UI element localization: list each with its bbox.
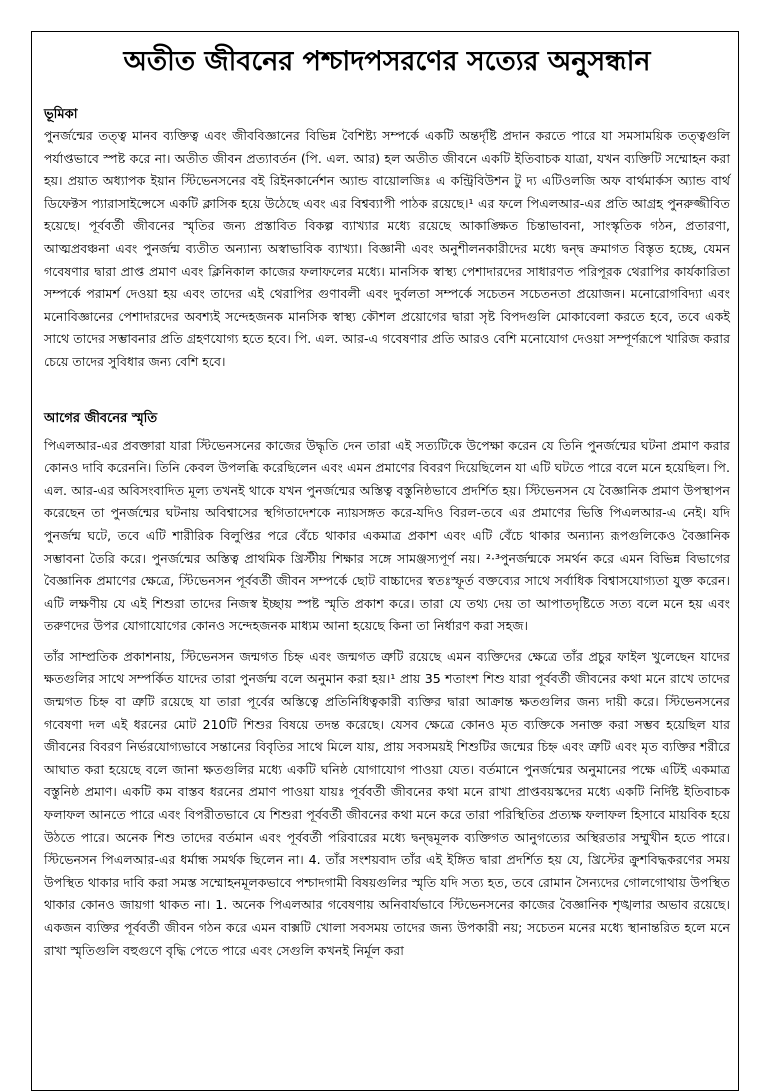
introduction-paragraph: পুনর্জন্মের তত্ত্ব মানব ব্যক্তিত্ব এবং জীববিজ্ঞানের বিভিন্ন বৈশিষ্ট্য সম্পর্কে একটি অন্তর্দৃষ্টি প্রদান করতে পারে যা সমসাময়িক তত্ত্বগুলি পর্যাপ্তভাবে স্পষ্ট করে না। অতীত জীবন প্রত্যাবর্তন (পি. এল. আর) হল অতীত জীবনে একটি ইতিবাচক যাত্রা, যখন ব্যক্তিটি সম্মোহন করা হয়। প্রয়াত অধ্যাপক ইয়ান স্টিভেনসনের বই রিইনকার্নেশন অ্যান্ড বায়োলজিঃ এ কন্ট্রিবিউশন টু দ্য এটিওলজি অফ বার্থমার্কস অ্যান্ড বার্থ ডিফেক্টস প্যারাসাইন্সেসে একটি ক্লাসিক হয়ে উঠেছে এবং এর বিশ্বব্যাপী পাঠক রয়েছে।¹ এর ফলে পিএলআর-এর প্রতি আগ্রহ পুনরুজ্জীবিত হয়েছে। পূর্ববর্তী জীবনের স্মৃতির জন্য প্রস্তাবিত বিকল্প ব্যাখ্যার মধ্যে রয়েছে আকাঙ্ক্ষিত চিন্তাভাবনা, সাংস্কৃতিক গঠন, প্রতারণা, আত্মপ্রবঞ্চনা এবং পুনর্জন্ম ব্যতীত অন্যান্য অস্বাভাবিক ব্যাখ্যা। বিজ্ঞানী এবং অনুশীলনকারীদের মধ্যে দ্বন্দ্ব ক্রমাগত বিস্তৃত হচ্ছে, যেমন গবেষণার দ্বারা প্রাপ্ত প্রমাণ এবং ক্লিনিকাল কাজের ফলাফলের মধ্যে। মানসিক স্বাস্থ্য পেশাদারদের সাধারণত পরিপূরক থেরাপির কার্যকারিতা সম্পর্কে পরামর্শ দেওয়া হয় এবং তাদের এই থেরাপির গুণাবলী এবং দুর্বলতা সম্পর্কে সচেতন সচেতনতা প্রয়োজন। মনোরোগবিদ্যা এবং মনোবিজ্ঞানের পেশাদারদের অবশ্যই সন্দেহজনক মানসিক স্বাস্থ্য কৌশল প্রয়োগের দ্বারা সৃষ্ট বিপদগুলি মোকাবেলা করতে হবে, তবে একই সাথে তাদের সম্ভাবনার প্রতি গ্রহণযোগ্য হতে হবে। পি. এল. আর-এ গবেষণার প্রতি আরও বেশি মনোযোগ দেওয়া সম্পূর্ণরূপে খারিজ করার চেয়ে তাদের সুবিধার জন্য বেশি হবে।	[44, 128, 730, 369]
past-life-memories-paragraph-1: পিএলআর-এর প্রবক্তারা যারা স্টিভেনসনের কাজের উদ্ধৃতি দেন তারা এই সত্যটিকে উপেক্ষা করেন যে তিনি পুনর্জন্মের ঘটনা প্রমাণ করার কোনও দাবি করেননি। তিনি কেবল উপলব্ধি করেছিলেন এবং এমন প্রমাণের বিবরণ দিয়েছিলেন যা এটি ঘটতে পারে বলে মনে হয়েছিল। পি. এল. আর-এর অবিসংবাদিত মূল্য তখনই থাকে যখন পুনর্জন্মের অস্তিত্ব বস্তুনিষ্ঠভাবে প্রদর্শিত হয়। স্টিভেনসন যে বৈজ্ঞানিক প্রমাণ উপস্থাপন করেছেন তা পুনর্জন্মের ঘটনায় অবিশ্বাসের স্থগিতাদেশকে ন্যায়সঙ্গত করে-যদিও বিরল-তবে এর প্রমাণের ভিত্তি পিএলআর-এ নেই। যদি পুনর্জন্ম ঘটে, তবে এটি শারীরিক বিলুপ্তির পরে বেঁচে থাকার একমাত্র প্রকাশ এবং এটি বেঁচে থাকার অন্যান্য রূপগুলিকেও বৈজ্ঞানিক সম্ভাবনা তৈরি করে। পুনর্জন্মের অস্তিত্ব প্রাথমিক খ্রিস্টীয় শিক্ষার সঙ্গে সামঞ্জস্যপূর্ণ নয়। ²·³পুনর্জন্মকে সমর্থন করে এমন বিভিন্ন বিভাগের বৈজ্ঞানিক প্রমাণের ক্ষেত্রে, স্টিভেনসন পূর্ববর্তী জীবন সম্পর্কে ছোট বাচ্চাদের স্বতঃস্ফূর্ত বক্তব্যের সাথে সর্বাধিক বিশ্বাসযোগ্যতা যুক্ত করেন। এটি লক্ষণীয় যে এই শিশুরা তাদের নিজস্ব ইচ্ছায় স্পষ্ট স্মৃতি প্রকাশ করে। তারা যে তথ্য দেয় তা আপাতদৃষ্টিতে সত্য বলে মনে হয় এবং তরুণদের উপর যোগাযোগের কোনও সন্দেহজনক মাধ্যম আনা হয়েছে কিনা তা নির্ধারণ করা সহজ।	[44, 437, 730, 634]
document-body	[44, 30, 730, 962]
section-heading-introduction: ভূমিকা	[44, 107, 78, 122]
document-title: অতীত জীবনের পশ্চাদপসরণের সত্যের অনুসন্ধান	[123, 46, 651, 77]
section-heading-past-life-memories: আগের জীবনের স্মৃতি	[44, 410, 158, 426]
past-life-memories-paragraph-2: তাঁর সাম্প্রতিক প্রকাশনায়, স্টিভেনসন জন্মগত চিহ্ন এবং জন্মগত ত্রুটি রয়েছে এমন ব্যক্তিদের ক্ষেত্রে তাঁর প্রচুর ফাইল খুলেছেন যাদের ক্ষতগুলির সাথে সম্পর্কিত যাদের তারা পুনর্জন্ম বলে অনুমান করা হয়।¹ প্রায় 35 শতাংশ শিশু যারা পূর্ববর্তী জীবনের কথা মনে রাখে তাদের জন্মগত চিহ্ন বা ত্রুটি রয়েছে যা তারা পূর্বের অস্তিত্বে প্রতিনিধিত্বকারী ব্যক্তির দ্বারা আক্রান্ত ক্ষতগুলির জন্য দায়ী করে। স্টিভেনসনের গবেষণা দল এই ধরনের মোট 210টি শিশুর বিষয়ে তদন্ত করেছে। যেসব ক্ষেত্রে কোনও মৃত ব্যক্তিকে সনাক্ত করা সম্ভব হয়েছিল যার জীবনের বিবরণ নির্ভরযোগ্যভাবে সন্তানের বিবৃতির সাথে মিলে যায়, প্রায় সবসময়ই শিশুটির জন্মের চিহ্ন এবং ত্রুটি এবং মৃত ব্যক্তির শরীরে আঘাত করা হয়েছে বলে জানা ক্ষতগুলির মধ্যে একটি ঘনিষ্ঠ যোগাযোগ পাওয়া যেত। বর্তমানে পুনর্জন্মের অনুমানের পক্ষে এটিই একমাত্র বস্তুনিষ্ঠ প্রমাণ। একটি কম বাস্তব ধরনের প্রমাণ পাওয়া যায়ঃ পূর্ববর্তী জীবনের কথা মনে রাখা প্রাপ্তবয়স্কদের মধ্যে একটি নির্দিষ্ট ইতিবাচক ফলাফল আনতে পারে এবং বিপরীতভাবে যে শিশুরা পূর্ববর্তী জীবনের কথা মনে করে তারা পরিস্থিতির প্রত্যক্ষ ফলাফল হিসাবে মায়বিক হয়ে উঠতে পারে। অনেক শিশু তাদের বর্তমান এবং পূর্ববর্তী পরিবারের মধ্যে দ্বন্দ্বমূলক ব্যক্তিগত আনুগত্যের অস্থিরতার সম্মুখীন হতে পারে। স্টিভেনসন পিএলআর-এর ধর্মান্ধ সমর্থক ছিলেন না। 4. তাঁর সংশয়বাদ তাঁর এই ইঙ্গিত দ্বারা প্রদর্শিত হয় যে, খ্রিস্টের ক্রুশবিদ্ধকরণের সময় উপস্থিত থাকার দাবি করা সমস্ত সম্মোহনমূলকভাবে পশ্চাদগামী বিষয়গুলির স্মৃতি যদি সত্য হত, তবে রোমান সৈন্যদের গোলগোথায় উপস্থিত থাকার কোনও জায়গা থাকত না। 1. অনেক পিএলআর গবেষণায় অনিবার্যভাবে স্টিভেনসনের কাজের বৈজ্ঞানিক শৃঙ্খলার অভাব রয়েছে। একজন ব্যক্তির পূর্ববর্তী জীবন গঠন করে এমন বাক্সটি খোলা সবসময় তাদের জন্য উপকারী নয়; সচেতন মনের মধ্যে স্থানান্তরিত হলে মনে রাখা স্মৃতিগুলি বহুগুণে বৃদ্ধি পেতে পারে এবং সেগুলি কখনই নির্মূল করা	[44, 648, 730, 958]
